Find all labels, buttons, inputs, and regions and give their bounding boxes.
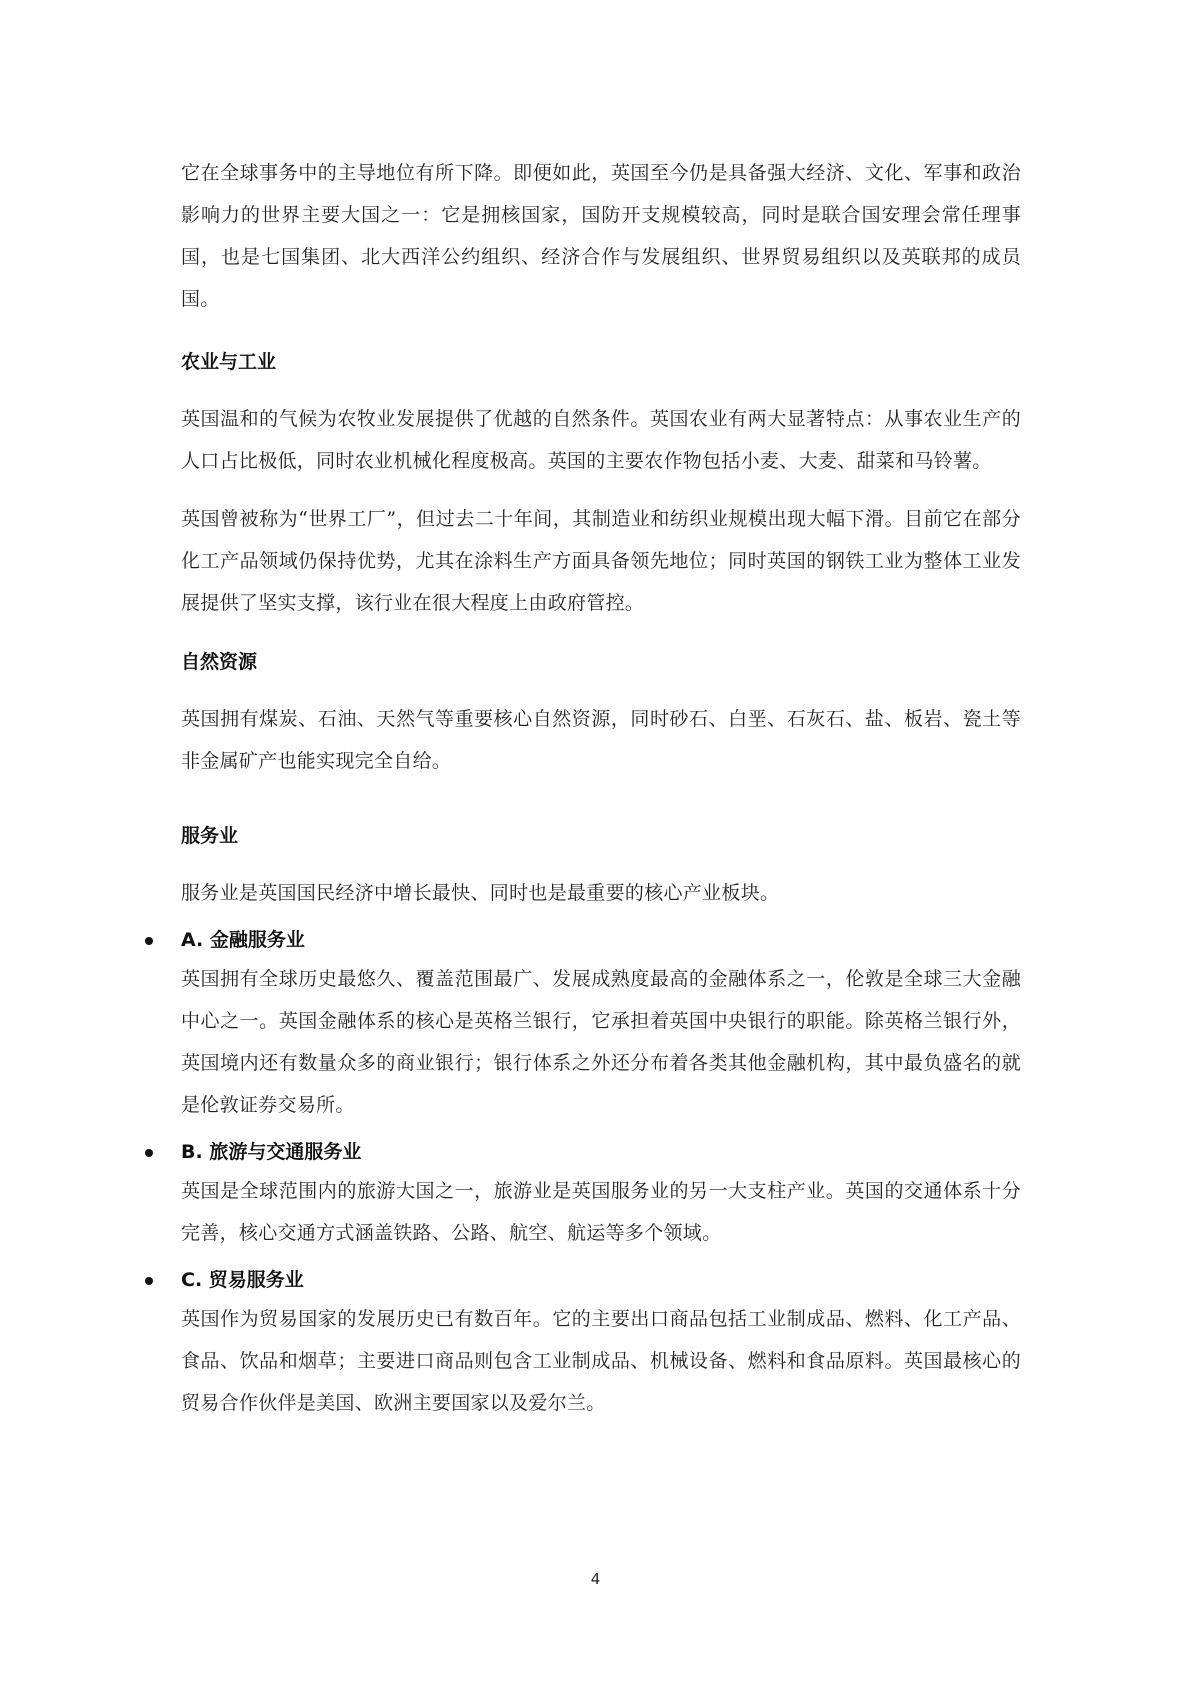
industry-paragraph: 英国曾被称为“世界工厂”，但过去二十年间，其制造业和纺织业规模出现大幅下滑。目前它在部分化工产品领域仍保持优势，尤其在涂料生产方面具备领先地位；同时英国的钢铁工业为整体工业发展提供了坚实支撑，该行业在很大程度上由政府管控。: [181, 508, 1021, 614]
list-item-title: A. 金融服务业: [181, 929, 305, 951]
page-content: [181, 152, 1021, 1424]
section-heading-natural-resources: 自然资源: [181, 651, 258, 673]
section-heading-agriculture-industry: 农业与工业: [181, 351, 277, 373]
list-item-text: 英国是全球范围内的旅游大国之一，旅游业是英国服务业的另一大支柱产业。英国的交通体系十分完善，核心交通方式涵盖铁路、公路、航空、航运等多个领域。: [181, 1180, 1021, 1244]
bullet-icon: [145, 1149, 153, 1157]
bullet-icon: [145, 937, 153, 945]
page-number: 4: [590, 1570, 601, 1588]
agriculture-paragraph: 英国温和的气候为农牧业发展提供了优越的自然条件。英国农业有两大显著特点：从事农业生产的人口占比极低，同时农业机械化程度极高。英国的主要农作物包括小麦、大麦、甜菜和马铃薯。: [181, 408, 1021, 472]
list-item-text: 英国拥有全球历史最悠久、覆盖范围最广、发展成熟度最高的金融体系之一，伦敦是全球三大金融中心之一。英国金融体系的核心是英格兰银行，它承担着英国中央银行的职能。除英格兰银行外，英国境内还有数量众多的商业银行；银行体系之外还分布着各类其他金融机构，其中最负盛名的就是伦敦证券交易所。: [181, 968, 1021, 1116]
natural-resources-paragraph: 英国拥有煤炭、石油、天然气等重要核心自然资源，同时砂石、白垩、石灰石、盐、板岩、瓷土等非金属矿产也能实现完全自给。: [181, 708, 1021, 772]
bullet-icon: [145, 1277, 153, 1285]
list-item-financial-services: [181, 926, 1021, 1126]
list-item-text: 英国作为贸易国家的发展历史已有数百年。它的主要出口商品包括工业制成品、燃料、化工产品、食品、饮品和烟草；主要进口商品则包含工业制成品、机械设备、燃料和食品原料。英国最核心的贸易合作伙伴是美国、欧洲主要国家以及爱尔兰。: [181, 1308, 1021, 1414]
services-intro-paragraph: 服务业是英国国民经济中增长最快、同时也是最重要的核心产业板块。: [181, 882, 780, 904]
list-item-tourism-transport: [181, 1138, 1021, 1254]
list-item-title: C. 贸易服务业: [181, 1269, 304, 1291]
intro-paragraph: 它在全球事务中的主导地位有所下降。即便如此，英国至今仍是具备强大经济、文化、军事和政治影响力的世界主要大国之一：它是拥核国家，国防开支规模较高，同时是联合国安理会常任理事国，也是七国集团、北大西洋公约组织、经济合作与发展组织、世界贸易组织以及英联邦的成员国。: [181, 162, 1021, 310]
section-heading-services: 服务业: [181, 825, 239, 847]
list-item-title: B. 旅游与交通服务业: [181, 1141, 362, 1163]
list-item-trade-services: [181, 1266, 1021, 1424]
